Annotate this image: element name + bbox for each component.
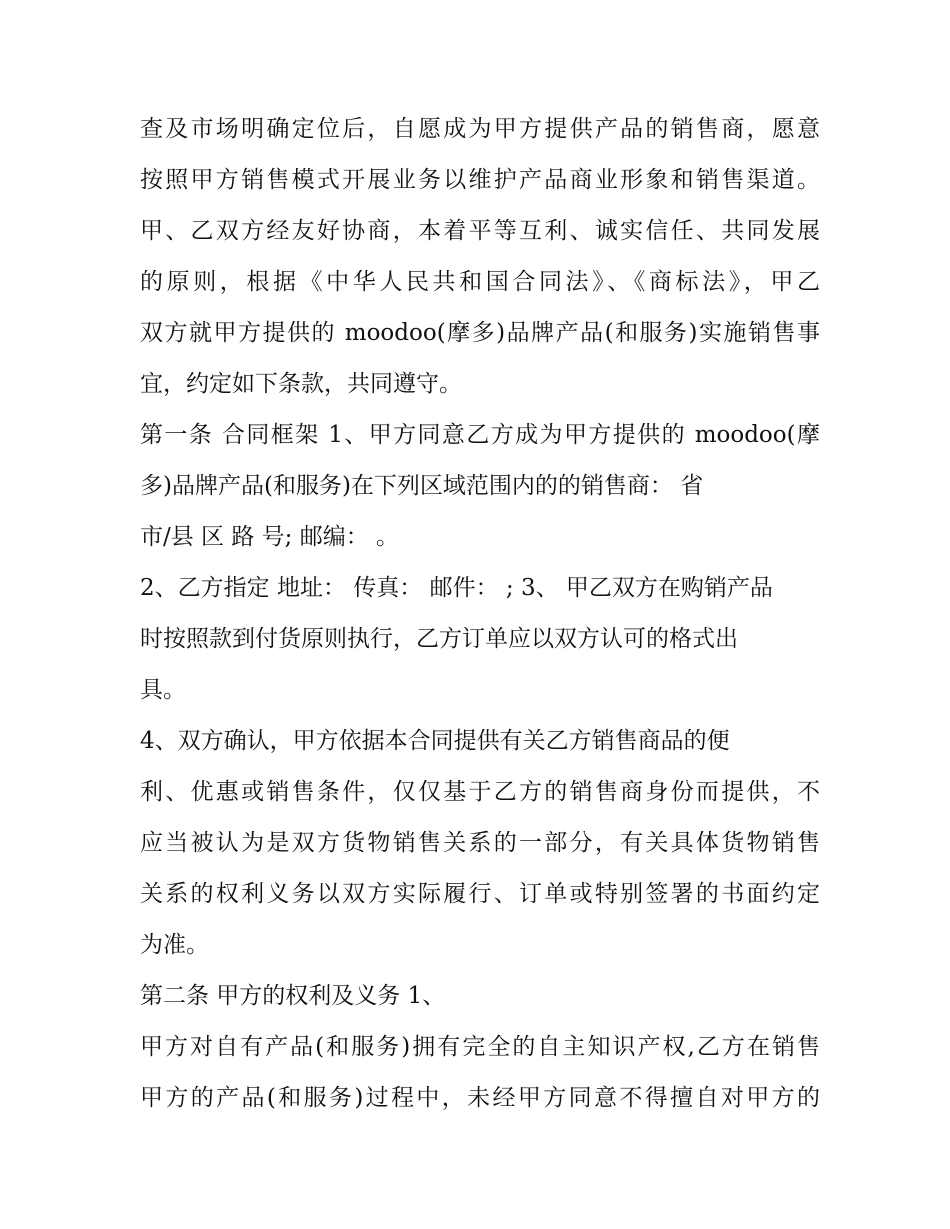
text-line: 的原则，根据《中华人民共和国合同法》、《商标法》，甲乙 [140,269,820,295]
text-line: 宜，约定如下条款，共同遵守。 [140,371,462,397]
text-line: 甲方对自有产品(和服务)拥有完全的自主知识产权,乙方在销售 [140,1034,820,1060]
text-line: 甲方的产品(和服务)过程中，未经甲方同意不得擅自对甲方的 [140,1085,820,1111]
text-line: 市/县 区 路 号; 邮编： 。 [140,524,400,550]
text-line: 为准。 [140,932,209,958]
text-line: 查及市场明确定位后，自愿成为甲方提供产品的销售商，愿意 [140,116,820,142]
text-line: 甲、乙双方经友好协商，本着平等互利、诚实信任、共同发展 [140,218,820,244]
text-line: 多)品牌产品(和服务)在下列区域范围内的的销售商： 省 [140,473,704,499]
text-line: 双方就甲方提供的 moodoo(摩多)品牌产品(和服务)实施销售事 [140,320,820,346]
text-line: 关系的权利义务以双方实际履行、订单或特别签署的书面约定 [140,881,820,907]
text-line: 利、优惠或销售条件，仅仅基于乙方的销售商身份而提供，不 [140,779,820,805]
text-line: 2、乙方指定 地址： 传真： 邮件： ; 3、 甲乙双方在购销产品 [140,575,773,601]
text-line: 时按照款到付货原则执行，乙方订单应以双方认可的格式出 [140,626,738,652]
text-line: 4、双方确认，甲方依据本合同提供有关乙方销售商品的便 [140,728,730,754]
contract-body-text [140,104,820,1124]
text-line: 具。 [140,677,186,703]
text-line: 应当被认为是双方货物销售关系的一部分，有关具体货物销售 [140,830,820,856]
text-line: 按照甲方销售模式开展业务以维护产品商业形象和销售渠道。 [140,167,820,193]
section-heading-1: 第一条 合同框架 1、甲方同意乙方成为甲方提供的 moodoo(摩 [140,422,820,448]
section-heading-2: 第二条 甲方的权利及义务 1、 [140,983,446,1009]
